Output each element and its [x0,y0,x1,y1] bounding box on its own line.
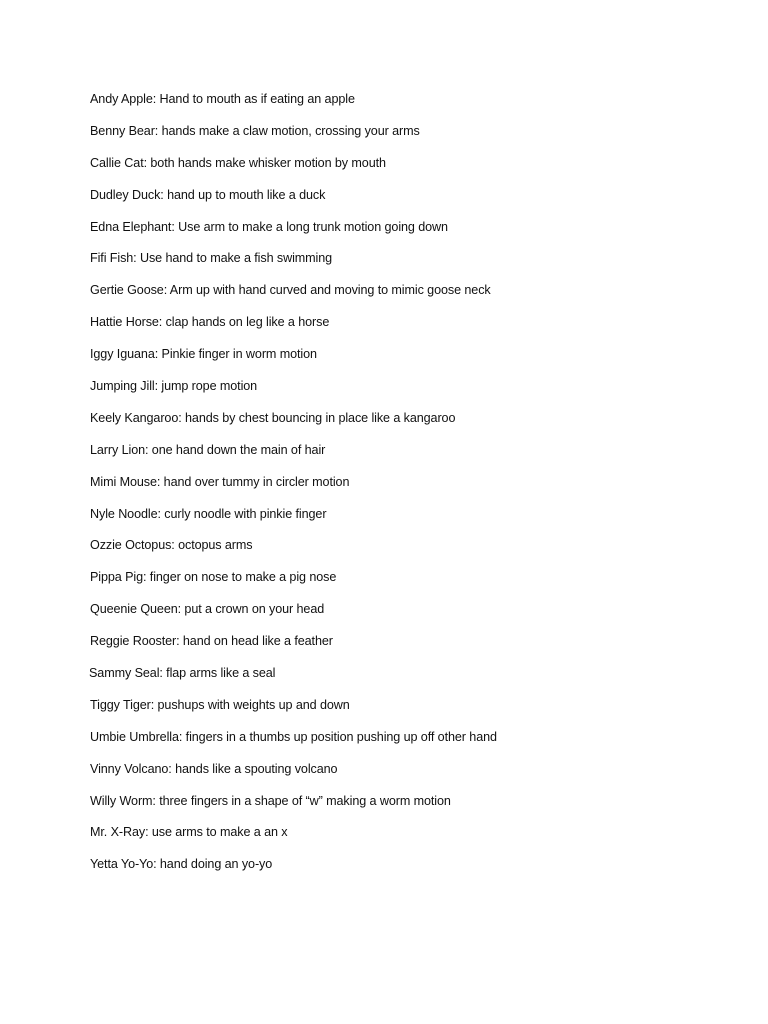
list-item: Fifi Fish: Use hand to make a fish swimming [90,251,333,266]
list-item: Larry Lion: one hand down the main of hair [90,442,326,457]
list-item: Vinny Volcano: hands like a spouting volcano [90,761,338,776]
list-item: Andy Apple: Hand to mouth as if eating an apple [90,92,355,106]
list-item: Jumping Jill: jump rope motion [90,379,258,394]
list-item: Keely Kangaroo: hands by chest bouncing in place like a kangaroo [90,410,456,425]
alphabet-motions-list [90,89,730,886]
list-item: Iggy Iguana: Pinkie finger in worm motion [90,347,317,362]
list-item: Yetta Yo-Yo: hand doing an yo-yo [90,857,273,872]
list-item: Hattie Horse: clap hands on leg like a horse [90,315,330,330]
list-item: Nyle Noodle: curly noodle with pinkie finger [90,506,327,521]
list-item: Callie Cat: both hands make whisker motion by mouth [90,155,386,170]
list-item: Umbie Umbrella: fingers in a thumbs up position pushing up off other hand [90,729,497,744]
list-item: Tiggy Tiger: pushups with weights up and down [90,697,350,712]
list-item: Mimi Mouse: hand over tummy in circler motion [90,474,350,489]
list-item: Willy Worm: three fingers in a shape of “w” making a worm motion [90,793,451,808]
list-item: Gertie Goose: Arm up with hand curved and moving to mimic goose neck [90,283,491,298]
list-item: Mr. X-Ray: use arms to make a an x [90,825,288,840]
list-item: Pippa Pig: finger on nose to make a pig nose [90,570,337,585]
list-item: Edna Elephant: Use arm to make a long trunk motion going down [90,219,448,234]
list-item: Sammy Seal: flap arms like a seal [89,666,276,681]
list-item: Dudley Duck: hand up to mouth like a duck [90,187,326,202]
list-item: Ozzie Octopus: octopus arms [90,538,253,553]
list-item: Queenie Queen: put a crown on your head [90,602,325,617]
list-item: Reggie Rooster: hand on head like a feather [90,634,333,649]
list-item: Benny Bear: hands make a claw motion, crossing your arms [90,123,420,138]
